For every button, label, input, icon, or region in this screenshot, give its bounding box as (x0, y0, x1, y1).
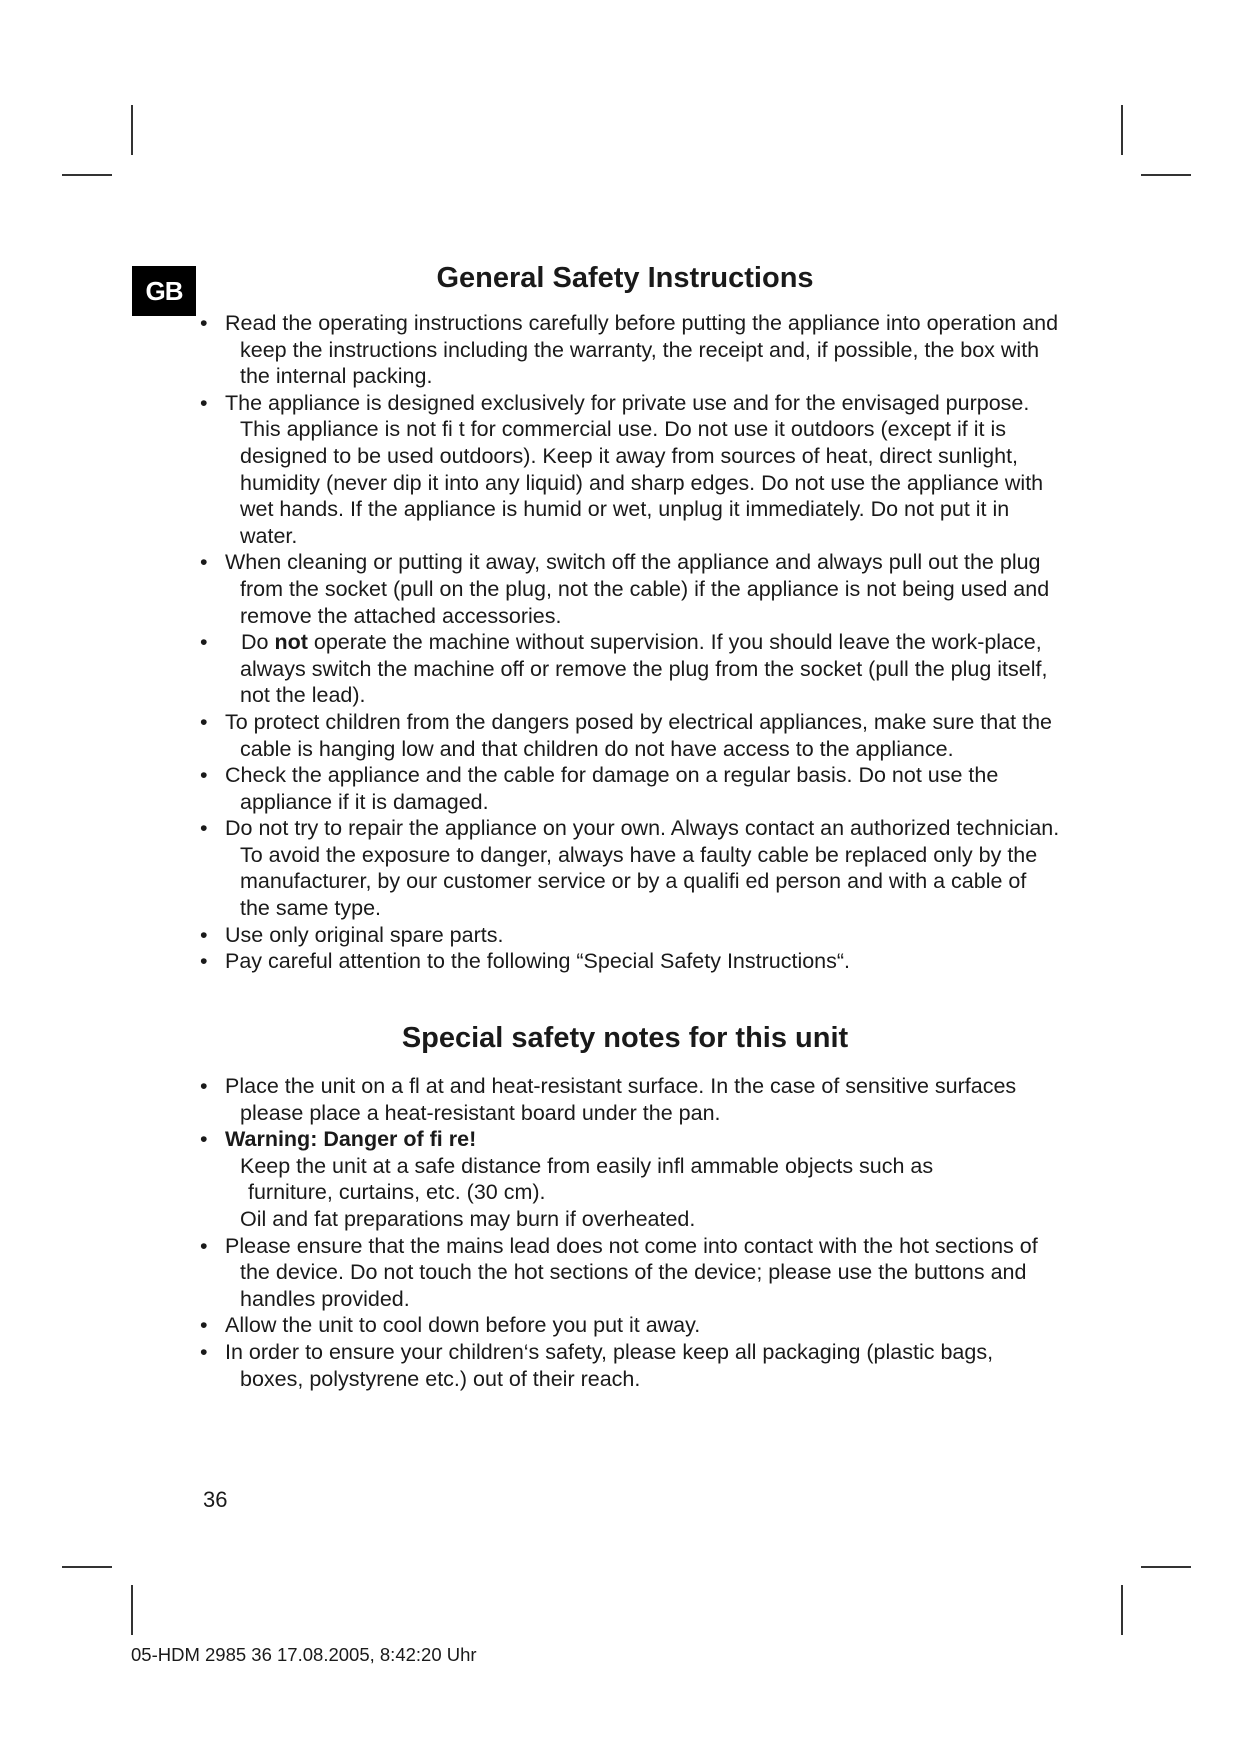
list-item (200, 629, 1060, 709)
bullet: • (200, 922, 208, 947)
list-item-text: Use only original spare parts. (225, 922, 504, 947)
bullet: • (200, 311, 208, 335)
list-item (200, 762, 1060, 815)
bullet: • (200, 1127, 208, 1152)
list-item-warning (200, 1126, 1060, 1232)
list-item-text: To protect children from the dangers posed by electrical appliances, make sure that the cable is hanging low and that children do not have access to the appliance. (225, 709, 1053, 761)
list-item-text: In order to ensure your children‘s safety, please keep all packaging (plastic bags, boxes, polystyrene etc.) out of their reach. (225, 1339, 994, 1391)
special-safety-title: Special safety notes for this unit (401, 1022, 849, 1054)
crop-mark-bottom-right-horizontal (1141, 1566, 1191, 1568)
warning-label: Warning: Danger of fi re! (225, 1127, 477, 1152)
list-item (200, 1233, 1060, 1313)
list-item-text: Place the unit on a fl at and heat-resistant surface. In the case of sensitive surfaces please place a heat-resistant board under the pan. (225, 1074, 1017, 1125)
bullet: • (200, 1074, 208, 1098)
bullet: • (200, 816, 208, 841)
special-safety-list (200, 1073, 1060, 1392)
page-number: 36 (203, 1487, 228, 1512)
list-item-text: The appliance is designed exclusively for private use and for the envisaged purpose. This appliance is not fi t for commercial use. Do not use it outdoors (except if it is designed to be used outdoors). Keep it away from sources of heat, direct sunlight, humidity (never dip it into any liquid) and sharp edges. Do not use the appliance with wet hands. If the appliance is humid or wet, unplug it immediately. Do not put it in water. (225, 390, 1044, 548)
crop-mark-top-right-horizontal (1141, 174, 1191, 176)
list-item-text: Please ensure that the mains lead does not come into contact with the hot sections of the device. Do not touch the hot sections of the device; please use the buttons and handles provided. (225, 1233, 1038, 1311)
general-safety-title: General Safety Instructions (436, 262, 814, 294)
list-item-text: Allow the unit to cool down before you put it away. (225, 1313, 701, 1338)
bullet: • (200, 550, 208, 575)
crop-mark-bottom-right-vertical (1121, 1585, 1123, 1635)
general-safety-list (200, 310, 1060, 975)
crop-mark-bottom-left-horizontal (62, 1566, 112, 1568)
list-item-prefix: Do (241, 630, 269, 655)
list-item-text: When cleaning or putting it away, switch off the appliance and always pull out the plug from the socket (pull on the plug, not the cable) if the appliance is not being used and remove the attached accessories. (225, 550, 1050, 628)
bullet: • (200, 390, 208, 415)
list-item-text: Read the operating instructions carefully before putting the appliance into operation and keep the instructions including the warranty, the receipt and, if possible, the box with the internal packing. (225, 311, 1059, 389)
list-item-text: Pay careful attention to the following “Special Safety Instructions“. (225, 949, 851, 974)
list-item (200, 549, 1060, 629)
crop-mark-bottom-left-vertical (131, 1585, 133, 1635)
list-item (200, 390, 1060, 550)
list-item (200, 310, 1060, 390)
language-badge: GB (132, 266, 196, 316)
list-item (200, 922, 1060, 949)
bullet: • (200, 763, 208, 788)
bullet: • (200, 949, 208, 974)
list-item (200, 948, 1060, 975)
bullet: • (200, 1339, 208, 1364)
emphasis-not: not (274, 630, 308, 655)
bullet: • (200, 630, 208, 655)
warning-line: furniture, curtains, etc. (30 cm). (248, 1180, 546, 1205)
warning-line: Keep the unit at a safe distance from easily infl ammable objects such as (240, 1153, 934, 1178)
list-item (200, 1073, 1060, 1126)
list-item (200, 1339, 1060, 1392)
list-item (200, 709, 1060, 762)
print-footer: 05-HDM 2985 36 17.08.2005, 8:42:20 Uhr (131, 1644, 477, 1665)
crop-mark-top-left-vertical (131, 105, 133, 155)
list-item (200, 815, 1060, 921)
bullet: • (200, 709, 208, 734)
bullet: • (200, 1313, 208, 1338)
crop-mark-top-right-vertical (1121, 105, 1123, 155)
warning-line: Oil and fat preparations may burn if overheated. (240, 1206, 696, 1231)
list-item-text: Check the appliance and the cable for damage on a regular basis. Do not use the appliance if it is damaged. (225, 763, 999, 814)
crop-mark-top-left-horizontal (62, 174, 112, 176)
list-item-text: Do not try to repair the appliance on your own. Always contact an authorized technician. To avoid the exposure to danger, always have a faulty cable be replaced only by the manufacturer, by our customer service or by a qualifi ed person and with a cable of the same type. (225, 816, 1060, 921)
bullet: • (200, 1233, 208, 1258)
list-item (200, 1312, 1060, 1339)
list-item-text: operate the machine without supervision. If you should leave the work-place, always switch the machine off or remove the plug from the socket (pull the plug itself, not the lead). (240, 630, 1048, 708)
